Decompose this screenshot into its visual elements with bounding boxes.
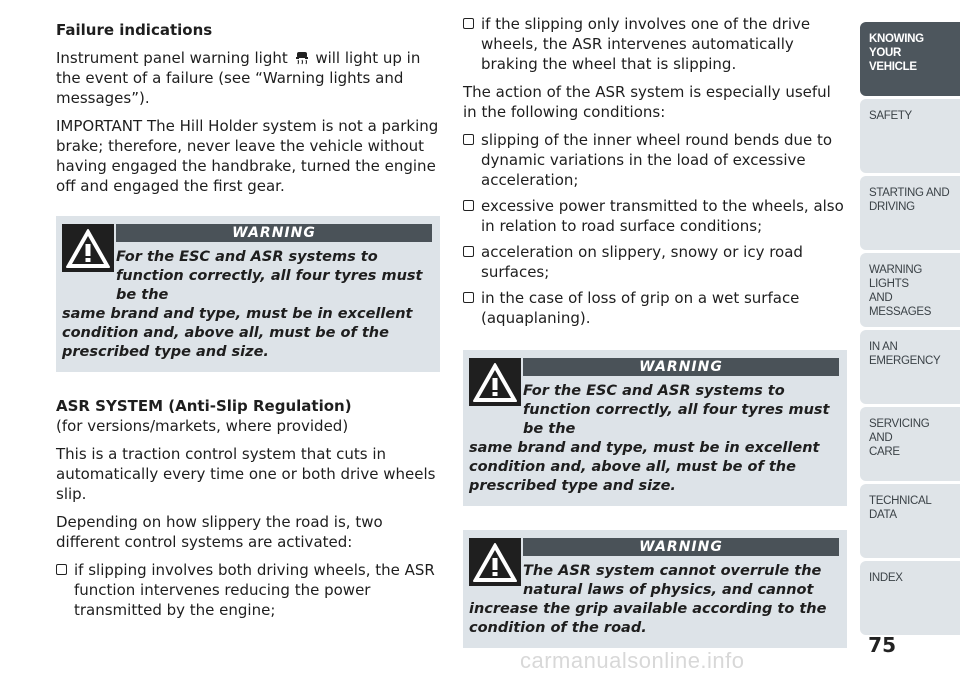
useful-text: The action of the ASR system is especially useful in the following conditions: [463,83,831,121]
conditions-list [463,130,847,328]
middle-column [463,14,847,672]
asr-subheading: (for versions/markets, where provided) [56,417,349,435]
list-item: acceleration on slippery, snowy or icy road surfaces; [463,242,847,282]
failure-text: Instrument panel warning light will light up in the event of a failure (see “Warning lights and messages”). [56,49,421,107]
asr-heading: ASR SYSTEM (Anti-Slip Regulation) [56,397,352,415]
tab-technical-data[interactable]: TECHNICAL DATA [860,484,960,558]
warning-triangle-icon [62,224,114,272]
chapter-sidebar [858,0,960,600]
checkbox-bullet-icon [463,18,474,29]
warning-label: WARNING [523,538,839,556]
list-item: if slipping involves both driving wheels, the ASR function intervenes reducing the power transmitted by the engine; [56,560,440,620]
tab-starting-and-driving[interactable]: STARTING AND DRIVING [860,176,960,250]
warning-text: For the ESC and ASR systems to function correctly, all four tyres must be the same brand and type, must be in excellent condition and, above all, must be of the prescribed type and size. [469,383,830,494]
warning-label: WARNING [116,224,432,242]
checkbox-bullet-icon [56,564,67,575]
checkbox-bullet-icon [463,246,474,257]
warning-box-3 [463,530,847,648]
tab-warning-lights-and-messages[interactable]: WARNING LIGHTS AND MESSAGES [860,253,960,327]
tab-index[interactable]: INDEX [860,561,960,635]
warning-text: For the ESC and ASR systems to function correctly, all four tyres must be the same brand and type, must be in excellent condition and, above all, must be of the prescribed type and size. [62,249,423,360]
page-number: 75 [868,633,896,657]
warning-text: The ASR system cannot overrule the natural laws of physics, and cannot increase the grip available according to the condition of the road. [469,563,827,636]
checkbox-bullet-icon [463,200,474,211]
asr-paragraph-1: This is a traction control system that cuts in automatically every time one or both drive wheels slip. [56,445,436,503]
warning-box-1 [56,216,440,372]
checkbox-bullet-icon [463,134,474,145]
tab-knowing-your-vehicle[interactable]: KNOWING YOUR VEHICLE [860,22,960,96]
asr-bullet-list-continued [463,14,847,74]
warning-label: WARNING [523,358,839,376]
list-item: excessive power transmitted to the wheels, also in relation to road surface conditions; [463,196,847,236]
tab-safety[interactable]: SAFETY [860,99,960,173]
important-text: IMPORTANT The Hill Holder system is not a parking brake; therefore, never leave the vehicle without having engaged the handbrake, turned the engine off and engaged the first gear. [56,117,439,195]
left-column [56,14,440,628]
tab-in-an-emergency[interactable]: IN AN EMERGENCY [860,330,960,404]
asr-paragraph-2: Depending on how slippery the road is, two different control systems are activated: [56,513,383,551]
list-item: slipping of the inner wheel round bends due to dynamic variations in the load of excessive acceleration; [463,130,847,190]
list-item: in the case of loss of grip on a wet surface (aquaplaning). [463,288,847,328]
warning-box-2 [463,350,847,506]
asr-bullet-list [56,560,440,620]
list-item: if the slipping only involves one of the drive wheels, the ASR intervenes automatically braking the wheel that is slipping. [463,14,847,74]
failure-heading: Failure indications [56,21,213,39]
warning-triangle-icon [469,538,521,586]
tab-servicing-and-care[interactable]: SERVICING AND CARE [860,407,960,481]
car-skid-warning-icon [295,49,309,65]
watermark: carmanualsonline.info [520,648,745,673]
warning-triangle-icon [469,358,521,406]
checkbox-bullet-icon [463,292,474,303]
